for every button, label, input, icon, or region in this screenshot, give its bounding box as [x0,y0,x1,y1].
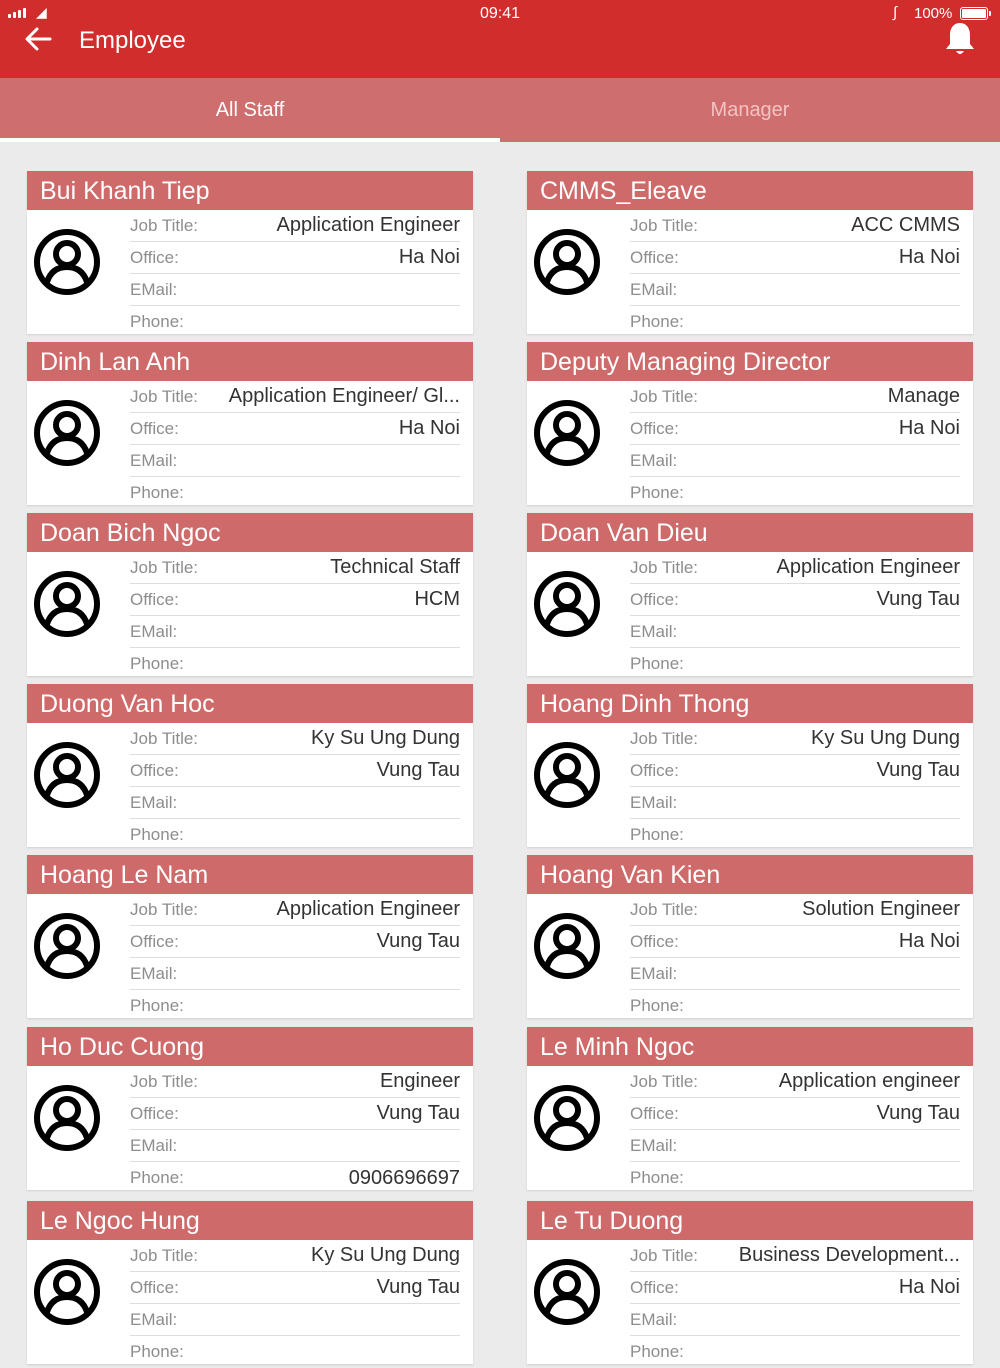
job-title-label: Job Title: [630,1071,699,1091]
bell-icon [944,20,976,58]
job-title-row [630,1066,960,1098]
email-row [130,274,460,306]
job-title-value: Solution Engineer [802,898,960,920]
email-label: EMail: [630,450,678,470]
email-row [130,616,460,648]
office-value: Vung Tau [876,588,960,610]
job-title-value: Technical Staff [330,556,460,578]
office-row [130,1098,460,1130]
phone-row [130,648,460,680]
phone-row [630,1162,960,1194]
office-row [130,413,460,445]
job-title-value: Application Engineer [276,214,460,236]
office-value: Vung Tau [376,759,460,781]
office-row [130,242,460,274]
phone-row [130,990,460,1022]
job-title-label: Job Title: [630,899,699,919]
email-label: EMail: [630,963,678,983]
job-title-row [130,381,460,413]
office-value: Vung Tau [376,930,460,952]
phone-row [130,1162,460,1194]
employee-name: Deputy Managing Director [527,342,973,381]
employee-card[interactable] [527,1027,973,1190]
office-value: Vung Tau [876,759,960,781]
office-value: Vung Tau [376,1276,460,1298]
page-title: Employee [79,27,186,54]
office-value: Ha Noi [898,1276,960,1298]
job-title-row [630,1240,960,1272]
avatar-icon [33,570,101,638]
office-label: Office: [630,931,679,951]
arrow-left-icon [22,22,56,56]
avatar-icon [533,1084,601,1152]
avatar-icon [533,1258,601,1326]
phone-label: Phone: [130,654,184,673]
phone-label: Phone: [130,1168,184,1187]
tab-bar [0,78,1000,142]
job-title-label: Job Title: [130,899,199,919]
job-title-label: Job Title: [630,557,699,577]
job-title-row [630,210,960,242]
phone-label: Phone: [630,654,684,673]
battery-icon [960,7,988,20]
email-label: EMail: [130,621,178,641]
phone-label: Phone: [130,483,184,502]
office-label: Office: [130,589,179,609]
email-label: EMail: [130,450,178,470]
employee-card[interactable] [527,171,973,334]
email-label: EMail: [130,279,178,299]
office-value: Ha Noi [898,930,960,952]
job-title-value: Business Development... [738,1244,960,1266]
job-title-value: Ky Su Ung Dung [311,1244,460,1266]
phone-label: Phone: [630,825,684,844]
employee-card[interactable] [527,855,973,1018]
employee-name: Dinh Lan Anh [27,342,473,381]
email-row [630,1304,960,1336]
employee-card[interactable] [27,513,473,676]
phone-label: Phone: [130,825,184,844]
phone-label: Phone: [130,312,184,331]
office-label: Office: [630,247,679,267]
email-row [630,787,960,819]
job-title-label: Job Title: [630,728,699,748]
job-title-value: Ky Su Ung Dung [311,727,460,749]
employee-card[interactable] [27,1201,473,1364]
email-row [630,445,960,477]
employee-grid [0,142,1000,1361]
email-row [630,1130,960,1162]
employee-name: Ho Duc Cuong [27,1027,473,1066]
employee-card[interactable] [27,171,473,334]
office-row [130,755,460,787]
office-label: Office: [630,1103,679,1123]
email-row [130,787,460,819]
phone-row [630,1336,960,1368]
job-title-value: Engineer [379,1070,460,1092]
employee-name: Hoang Le Nam [27,855,473,894]
job-title-label: Job Title: [130,728,199,748]
office-label: Office: [130,1103,179,1123]
job-title-row [130,1066,460,1098]
office-label: Office: [130,247,179,267]
phone-value[interactable]: 0906696697 [348,1166,460,1189]
email-label: EMail: [630,1309,678,1329]
office-label: Office: [630,418,679,438]
avatar-icon [33,1084,101,1152]
email-label: EMail: [630,621,678,641]
phone-row [630,648,960,680]
avatar-icon [33,399,101,467]
avatar-icon [533,570,601,638]
job-title-value: Application Engineer [776,556,960,578]
office-value: HCM [414,588,460,610]
phone-label: Phone: [630,996,684,1015]
office-value: Vung Tau [876,1102,960,1124]
office-row [130,584,460,616]
job-title-value: Ky Su Ung Dung [811,727,960,749]
job-title-row [130,723,460,755]
employee-name: CMMS_Eleave [527,171,973,210]
office-label: Office: [630,760,679,780]
employee-card[interactable] [27,1027,473,1190]
email-label: EMail: [130,1135,178,1155]
phone-row [630,306,960,338]
office-value: Ha Noi [398,246,460,268]
bluetooth-icon: ∫ [893,4,898,21]
email-row [130,1130,460,1162]
job-title-label: Job Title: [130,386,199,406]
job-title-value: Application Engineer [276,898,460,920]
employee-name: Doan Van Dieu [527,513,973,552]
job-title-row [130,1240,460,1272]
phone-row [630,990,960,1022]
office-row [630,242,960,274]
office-label: Office: [630,1277,679,1297]
phone-row [130,477,460,509]
employee-name: Duong Van Hoc [27,684,473,723]
job-title-row [130,552,460,584]
email-label: EMail: [130,792,178,812]
office-row [630,1098,960,1130]
office-label: Office: [130,931,179,951]
job-title-value: Application Engineer/ Gl... [228,385,460,407]
tab-manager[interactable]: Manager [710,98,790,121]
avatar-icon [33,228,101,296]
job-title-label: Job Title: [630,1245,699,1265]
job-title-label: Job Title: [630,215,699,235]
employee-card[interactable] [527,513,973,676]
job-title-row [630,894,960,926]
email-label: EMail: [130,1309,178,1329]
office-row [630,413,960,445]
app-header [0,0,1000,78]
avatar-icon [533,741,601,809]
phone-row [630,477,960,509]
office-row [630,755,960,787]
wifi-icon: ◢ [36,4,47,20]
office-value: Ha Noi [898,417,960,439]
employee-name: Le Tu Duong [527,1201,973,1240]
job-title-row [630,552,960,584]
email-label: EMail: [630,1135,678,1155]
office-row [630,584,960,616]
phone-label: Phone: [130,996,184,1015]
email-row [130,1304,460,1336]
office-label: Office: [130,418,179,438]
email-label: EMail: [130,963,178,983]
employee-card[interactable] [27,855,473,1018]
avatar-icon [33,912,101,980]
office-row [630,926,960,958]
email-row [630,274,960,306]
phone-row [130,1336,460,1368]
avatar-icon [533,912,601,980]
employee-name: Hoang Van Kien [527,855,973,894]
phone-label: Phone: [630,1342,684,1361]
job-title-value: Manage [887,385,960,407]
office-value: Vung Tau [376,1102,460,1124]
job-title-label: Job Title: [130,1071,199,1091]
phone-label: Phone: [630,312,684,331]
avatar-icon [533,399,601,467]
email-label: EMail: [630,279,678,299]
employee-name: Doan Bich Ngoc [27,513,473,552]
employee-card[interactable] [27,684,473,847]
email-row [630,958,960,990]
email-label: EMail: [630,792,678,812]
employee-card[interactable] [527,1201,973,1364]
job-title-row [630,723,960,755]
job-title-label: Job Title: [130,1245,199,1265]
back-button[interactable] [22,22,56,56]
email-row [130,958,460,990]
office-row [130,926,460,958]
job-title-value: ACC CMMS [851,214,960,236]
employee-name: Hoang Dinh Thong [527,684,973,723]
office-label: Office: [130,760,179,780]
avatar-icon [533,228,601,296]
employee-card[interactable] [527,342,973,505]
tab-all-staff[interactable]: All Staff [0,78,500,142]
employee-name: Bui Khanh Tiep [27,171,473,210]
job-title-row [630,381,960,413]
phone-row [130,819,460,851]
employee-name: Le Minh Ngoc [527,1027,973,1066]
email-row [130,445,460,477]
status-time: 09:41 [479,5,521,22]
job-title-label: Job Title: [130,557,199,577]
employee-card[interactable] [27,342,473,505]
office-row [130,1272,460,1304]
office-value: Ha Noi [398,417,460,439]
avatar-icon [33,1258,101,1326]
phone-label: Phone: [130,1342,184,1361]
employee-name: Le Ngoc Hung [27,1201,473,1240]
email-row [630,616,960,648]
office-row [630,1272,960,1304]
employee-card[interactable] [527,684,973,847]
job-title-label: Job Title: [630,386,699,406]
office-value: Ha Noi [898,246,960,268]
office-label: Office: [130,1277,179,1297]
phone-label: Phone: [630,1168,684,1187]
phone-label: Phone: [630,483,684,502]
job-title-label: Job Title: [130,215,199,235]
phone-row [130,306,460,338]
phone-row [630,819,960,851]
job-title-value: Application engineer [778,1070,960,1092]
notifications-button[interactable] [944,20,976,58]
office-label: Office: [630,589,679,609]
job-title-row [130,210,460,242]
avatar-icon [33,741,101,809]
job-title-row [130,894,460,926]
battery-percent: 100% [914,5,953,22]
